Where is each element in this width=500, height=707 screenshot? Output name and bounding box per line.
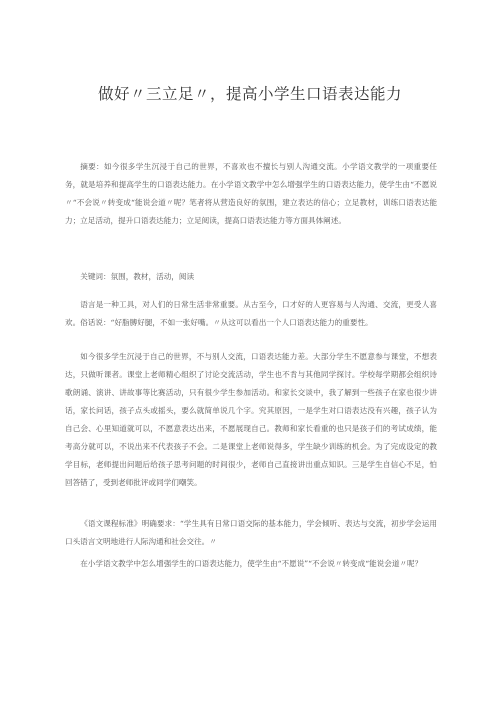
- body-paragraph-1: 语言是一种工具，对人们的日常生活非常重要。从古至今，口才好的人更容易与人沟通、交流，更受人喜欢。俗话说：“好脂膊好腿，不如一张好嘴。〃从这可以看出一个人口语表达能力的重要性。: [65, 300, 437, 327]
- document-title: 做好〃三立足〃，提高小学生口语表达能力: [97, 85, 402, 103]
- abstract-label: 摘要：: [80, 162, 104, 171]
- keywords-text: 氛围，教材，活动，阅读: [110, 272, 195, 281]
- body-paragraph-2: 如今很多学生沉浸于自己的世界，不与别人交流，口语表达能力差。大部分学生不愿意参与课堂，不想表达，只做听课者。课堂上老师精心组织了讨论交流活动，学生也不肯与其他同学探讨。学校每学期都会组织诗歌朗诵、演讲、讲故事等比赛活动，只有很少学生参加活动。和家长交谈中，我了解到一些孩子在家也很少讲话，家长问话，孩子点头或摇头，要么就简单说几个字。究其原因，一是学生对口语表达没有兴趣，孩子认为自己会、心里知道就可以，不愿意表达出来，不愿展现自己。教师和家长看重的也只是孩子们的考试成绩，能考高分就可以，不说出来不代表孩子不会。二是课堂上老师说得多，学生缺少训练的机会。为了完成设定的教学目标，老师提出问题后给孩子思考问题的时间很少，老师自己直接讲出重点知识。三是学生自信心不足，怕回答错了，受到老师批评或同学们嘲笑。: [65, 352, 437, 487]
- abstract-text: 如今很多学生沉浸于自己的世界，不喜欢也不擅长与别人沟通交流。小学语文教学的一项重要任务，就是培养和提高学生的口语表达能力。在小学语文教学中怎么增强学生的口语表达能力，使学生由“不愿说〃“不会说〃转变成“能说会道〃呢？笔者将从营造良好的氛围，建立表达的信心；立足教材，训练口语表达能力；立足活动，提升口语表达能力；立足阅读，提高口语表达能力等方面具体阐述。: [65, 162, 437, 225]
- abstract-paragraph: [65, 158, 437, 230]
- body-paragraph-3: 《语文课程标准》明确要求：“学生具有日常口语交际的基本能力，学会倾听、表达与交流，初步学会运用口头语言文明地进行人际沟通和社会交往。〃: [65, 519, 437, 546]
- body-paragraph-4: 在小学语文教学中怎么增强学生的口语表达能力，使学生由“不愿说”“不会说〃转变成“能说会道〃呢？: [80, 559, 423, 568]
- keywords-paragraph: [65, 268, 437, 286]
- keywords-label: 关键词：: [80, 272, 111, 281]
